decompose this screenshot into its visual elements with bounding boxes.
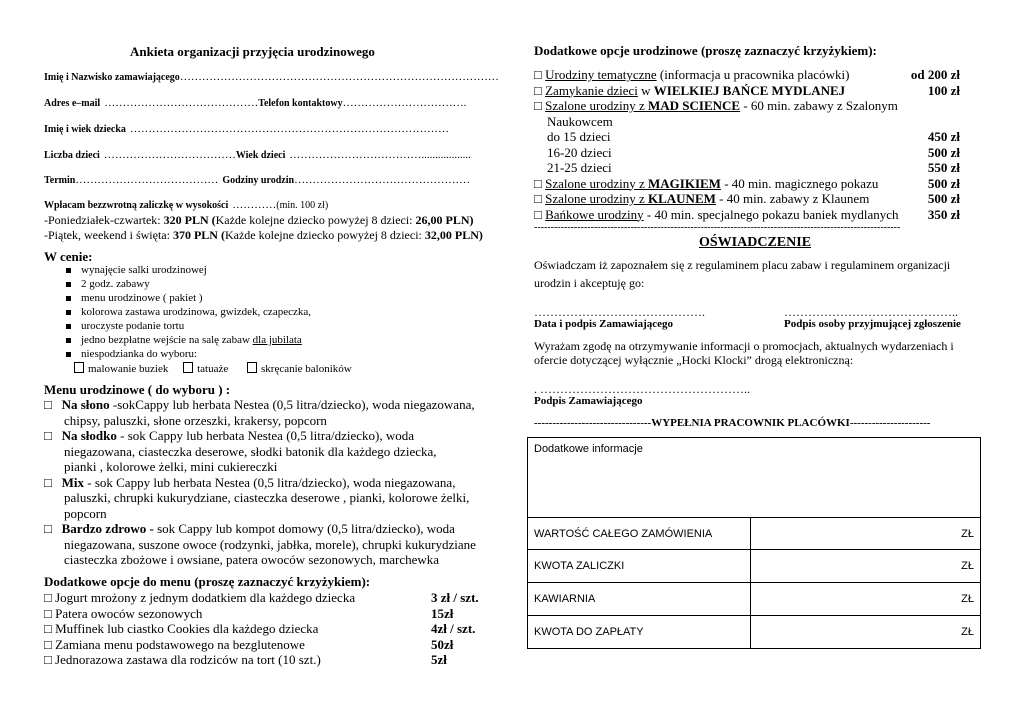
consent-text: Wyrażam zgodę na otrzymywanie informacji o promocjach, aktualnych wydarzeniach i (534, 339, 954, 353)
bullet-icon (66, 352, 71, 357)
declaration-text: urodzin i akceptuję go: (534, 276, 645, 290)
fill-line: ……………………………. (342, 97, 467, 109)
field-label: Godziny urodzin (222, 175, 295, 186)
signature-label: Data i podpis Zamawiającego (534, 318, 674, 330)
field-deposit[interactable] (44, 195, 328, 213)
menu-option-line: pianki , kolorowe żelki, mini cukiereczki (64, 459, 278, 474)
extra-muffin[interactable]: □ Muffinek lub ciastko Cookies dla każdego dziecka 4zł / szt. (44, 621, 476, 636)
staff-row-cafe[interactable] (528, 583, 981, 616)
staff-section-header: --------------------------------WYPEŁNIA PRACOWNIK PLACÓWKI---------------------- (534, 417, 931, 429)
bullet-icon (66, 282, 71, 287)
checkbox-icon[interactable] (74, 362, 84, 373)
fill-line: ………… (232, 199, 277, 211)
menu-option-healthy[interactable]: □ Bardzo zdrowo - sok Cappy lub kompot domowy (0,5 litra/dziecko), woda (44, 521, 455, 536)
field-label: Termin (44, 175, 76, 186)
bullet-icon (66, 338, 71, 343)
menu-option-sweet[interactable]: □ Na słodko - sok Cappy lub herbata Nestea (0,5 litra/dziecko), woda (44, 428, 414, 443)
consent-text: ofercie dotyczącej wyłącznie „Hocki Klocki” drogą elektroniczną: (534, 353, 854, 367)
declaration-text: Oświadczam iż zapoznałem się z regulaminem placu zabaw i regulaminem organizacji (534, 258, 951, 272)
list-item: wynajęcie salki urodzinowej (66, 264, 311, 278)
extra-parent-tableware[interactable]: □ Jednorazowa zastawa dla rodziców na tort (10 szt.) 5zł (44, 652, 447, 667)
staff-value-cell[interactable]: ZŁ (751, 550, 981, 583)
list-item: 2 godz. zabawy (66, 278, 311, 292)
menu-option-line: niegazowana, ciasteczka deserowe, słodki batonik dla każdego dziecka, (64, 443, 437, 459)
bullet-icon (66, 296, 71, 301)
dashed-separator: -------------------------------------------------------------------------------------------------------------- (534, 222, 901, 233)
fill-line: ………………………………… (75, 174, 219, 186)
field-label: Adres e–mail (44, 98, 101, 109)
included-list (66, 264, 311, 362)
option-mad-science[interactable]: □ Szalone urodziny z MAD SCIENCE - 60 min. zabawy z Szalonym (534, 98, 898, 113)
field-label: Liczba dzieci (44, 150, 100, 161)
signature-line-customer[interactable]: ……………………………………. (534, 305, 705, 319)
list-item: niespodzianka do wyboru: (66, 348, 311, 362)
menu-option-line: popcorn (64, 505, 107, 521)
option-bubble[interactable]: □ Zamykanie dzieci w WIELKIEJ BAŃCE MYDLANEJ 100 zł (534, 82, 960, 98)
staff-row-to-pay[interactable] (528, 616, 981, 649)
staff-label: Dodatkowe informacje (534, 443, 643, 455)
price-weekend: -Piątek, weekend i święta: 370 PLN (Każde kolejne dziecko powyżej 8 dzieci: 32,00 PLN) (44, 228, 483, 242)
field-customer-name[interactable] (44, 67, 499, 85)
staff-value-cell[interactable]: ZŁ (751, 518, 981, 550)
extra-gluten-free[interactable]: □ Zamiana menu podstawowego na bezglutenowe 50zł (44, 636, 454, 652)
tier-row: 16-20 dzieci 500 zł (547, 144, 960, 160)
consent-signature-line[interactable]: . …………………………………………….. (534, 382, 750, 396)
menu-option-line: ciasteczka zbożowe i owsiane, patera owoców sezonowych, marchewka (64, 552, 440, 567)
menu-extras[interactable] (44, 590, 504, 668)
menu-option-mix[interactable]: □ Mix - sok Cappy lub herbata Nestea (0,5 litra/dziecko), woda niegazowana, (44, 474, 456, 490)
deposit-note: (min. 100 zł) (276, 200, 329, 211)
fill-line: ……………………………… (103, 149, 236, 161)
option-line: Naukowcem (547, 113, 613, 129)
fill-line: ………………………………………… (294, 174, 471, 186)
price-weekday: -Poniedziałek-czwartek: 320 PLN (Każde kolejne dziecko powyżej 8 dzieci: 26,00 PLN) (44, 213, 474, 227)
list-item: jedno bezpłatne wejście na salę zabaw dla jubilata (66, 334, 311, 348)
bullet-icon (66, 324, 71, 329)
option-bubble-show[interactable]: □ Bańkowe urodziny - 40 min. specjalnego pokazu baniek mydlanych 350 zł (534, 206, 960, 222)
fill-line: …………………………………………………………………………… (129, 123, 449, 135)
field-label: Wiek dzieci (235, 150, 286, 161)
extra-frozen-yogurt[interactable]: □ Jogurt mrożony z jednym dodatkiem dla każdego dziecka 3 zł / szt. (44, 590, 479, 605)
menu-title: Menu urodzinowe ( do wyboru ) : (44, 382, 231, 397)
list-item: uroczyste podanie tortu (66, 320, 311, 334)
fill-line: ……………………………….................. (289, 149, 471, 161)
field-children-count-age[interactable] (44, 145, 471, 163)
field-label: Telefon kontaktowy (258, 98, 343, 109)
options-title: Dodatkowe opcje urodzinowe (proszę zaznaczyć krzyżykiem): (534, 43, 877, 58)
bullet-icon (66, 268, 71, 273)
fill-line: …………………………………………………………………………… (179, 71, 499, 83)
staff-label: KWOTA DO ZAPŁATY (528, 616, 751, 649)
checkbox-icon[interactable] (183, 362, 193, 373)
included-title: W cenie: (44, 249, 93, 264)
checkbox-icon[interactable] (247, 362, 257, 373)
option-themed[interactable]: □ Urodziny tematyczne (informacja u pracownika placówki) od 200 zł (534, 67, 960, 82)
staff-row-deposit[interactable] (528, 550, 981, 583)
menu-option-salty[interactable]: □ Na słono -sokCappy lub herbata Nestea (0,5 litra/dziecko), woda niegazowana, (44, 397, 475, 412)
party-options[interactable] (534, 67, 960, 222)
option-clown[interactable]: □ Szalone urodziny z KLAUNEM - 40 min. zabawy z Klaunem 500 zł (534, 191, 960, 206)
menu-option-line: chipsy, paluszki, słone orzeszki, krakersy, popcorn (64, 412, 327, 428)
menu-options[interactable] (44, 397, 476, 568)
field-label: Imię i wiek dziecka (44, 124, 126, 135)
staff-row-notes[interactable] (528, 438, 981, 518)
field-child-name-age[interactable] (44, 119, 449, 137)
staff-label: WARTOŚĆ CAŁEGO ZAMÓWIENIA (528, 518, 751, 550)
tier-row: 21-25 dzieci 550 zł (547, 160, 960, 175)
tier-row: do 15 dzieci 450 zł (547, 129, 960, 144)
option-magician[interactable]: □ Szalone urodziny z MAGIKIEM - 40 min. magicznego pokazu 500 zł (534, 175, 960, 191)
field-date-hours[interactable] (44, 170, 470, 188)
field-label: Wpłacam bezzwrotną zaliczkę w wysokości (44, 200, 229, 211)
staff-value-cell[interactable]: ZŁ (751, 616, 981, 649)
staff-value-cell[interactable]: ZŁ (751, 583, 981, 616)
menu-extras-title: Dodatkowe opcje do menu (proszę zaznaczyć krzyżykiem): (44, 574, 371, 589)
bullet-icon (66, 310, 71, 315)
consent-signature-label: Podpis Zamawiającego (534, 395, 643, 407)
menu-option-line: niegazowana, suszone owoce (rodzynki, jabłka, morele), chrupki kukurydziane (64, 536, 476, 552)
staff-label: KWOTA ZALICZKI (528, 550, 751, 583)
field-label: Imię i Nazwisko zamawiającego (44, 72, 180, 83)
list-item: menu urodzinowe ( pakiet ) (66, 292, 311, 306)
form-title: Ankieta organizacji przyjęcia urodzinowego (130, 44, 375, 59)
field-email-phone[interactable] (44, 93, 466, 111)
staff-label: KAWIARNIA (528, 583, 751, 616)
signature-line-staff[interactable]: …………………………………….. (784, 305, 958, 319)
staff-cell[interactable] (528, 438, 981, 518)
surprise-options[interactable]: malowanie buziek tatuaże skręcanie baloników (74, 362, 352, 375)
staff-table (527, 437, 981, 649)
list-item: kolorowa zastawa urodzinowa, gwizdek, czapeczka, (66, 306, 311, 320)
fill-line: …………………………………… (104, 97, 259, 109)
extra-fruit-platter[interactable]: □ Patera owoców sezonowych 15zł (44, 605, 454, 621)
signature-label: Podpis osoby przyjmującej zgłoszenie (784, 318, 961, 330)
staff-row-total[interactable] (528, 518, 981, 550)
declaration-title: OŚWIADCZENIE (699, 235, 812, 250)
menu-option-line: paluszki, chrupki kukurydziane, ciasteczka deserowe , pianki, kolorowe żelki, (64, 490, 470, 505)
